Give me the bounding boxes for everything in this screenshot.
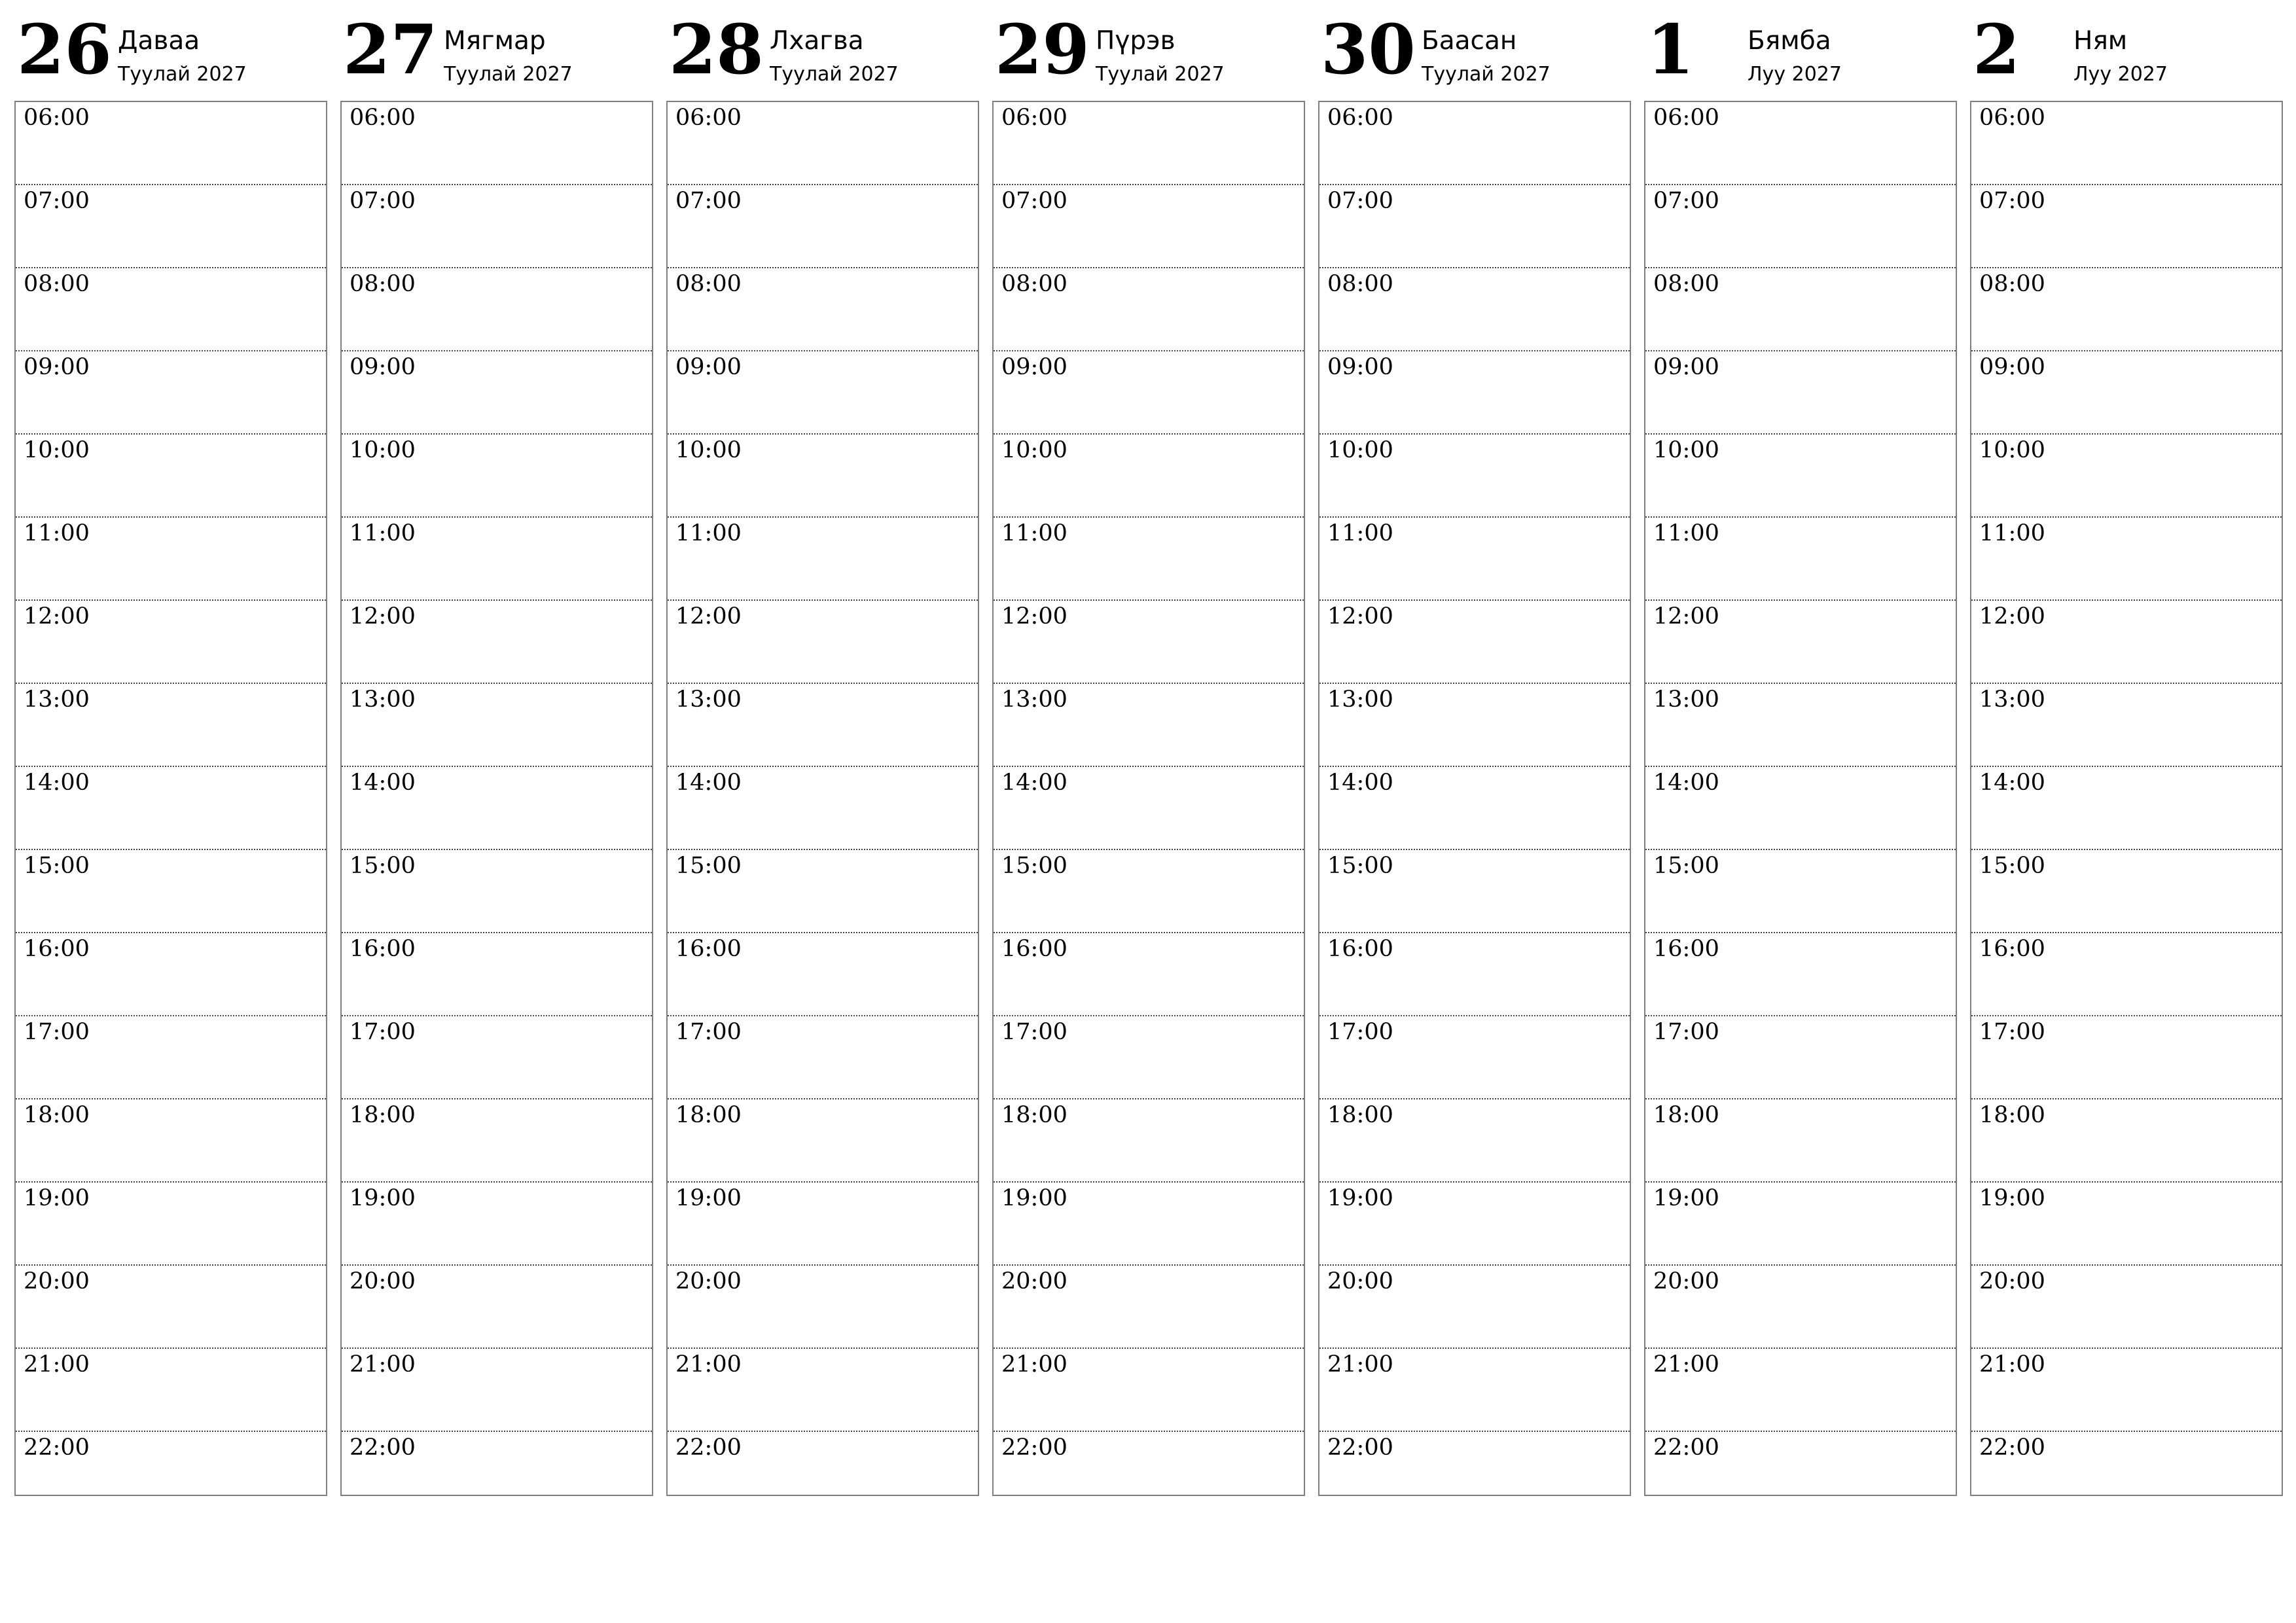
time-label: 14:00 — [24, 770, 90, 796]
time-slot[interactable] — [1971, 102, 2282, 185]
time-label: 19:00 — [1001, 1185, 1067, 1211]
time-slot[interactable] — [668, 850, 978, 933]
time-label: 18:00 — [1327, 1102, 1393, 1128]
time-slot[interactable] — [1319, 102, 1630, 185]
time-slot[interactable] — [994, 351, 1304, 435]
time-slot[interactable] — [1645, 351, 1956, 435]
time-label: 19:00 — [1979, 1185, 2045, 1211]
time-label: 09:00 — [675, 354, 742, 380]
time-slot[interactable] — [342, 351, 652, 435]
time-slot[interactable] — [668, 933, 978, 1016]
time-slot[interactable] — [994, 1266, 1304, 1349]
time-slot[interactable] — [16, 767, 326, 850]
time-slot[interactable] — [1971, 933, 2282, 1016]
time-label: 11:00 — [1979, 520, 2045, 546]
time-slot[interactable] — [994, 1183, 1304, 1266]
time-slot[interactable] — [1319, 1266, 1630, 1349]
time-label: 19:00 — [1653, 1185, 1719, 1211]
time-slot[interactable] — [994, 185, 1304, 268]
time-slot[interactable] — [16, 1183, 326, 1266]
time-label: 12:00 — [1001, 603, 1067, 630]
day-column — [1318, 0, 1631, 1461]
time-slot[interactable] — [1971, 1266, 2282, 1349]
time-label: 08:00 — [1001, 271, 1067, 297]
time-label: 08:00 — [1653, 271, 1719, 297]
time-slot[interactable] — [1645, 268, 1956, 351]
time-label: 08:00 — [1327, 271, 1393, 297]
time-label: 14:00 — [675, 770, 742, 796]
time-slot[interactable] — [1971, 767, 2282, 850]
time-label: 09:00 — [1327, 354, 1393, 380]
time-slot[interactable] — [994, 1432, 1304, 1516]
day-month-year: Туулай 2027 — [770, 63, 899, 86]
time-slot[interactable] — [1645, 767, 1956, 850]
day-number: 29 — [995, 9, 1090, 90]
time-label: 18:00 — [675, 1102, 742, 1128]
time-slot[interactable] — [668, 102, 978, 185]
time-slot[interactable] — [668, 351, 978, 435]
time-label: 14:00 — [1979, 770, 2045, 796]
time-label: 10:00 — [675, 437, 742, 463]
time-slot[interactable] — [342, 933, 652, 1016]
time-label: 10:00 — [1653, 437, 1719, 463]
time-label: 07:00 — [24, 188, 90, 214]
time-label: 11:00 — [350, 520, 416, 546]
time-slot[interactable] — [668, 1266, 978, 1349]
time-slot[interactable] — [1645, 601, 1956, 684]
time-slot[interactable] — [16, 351, 326, 435]
day-name: Пүрэв — [1096, 26, 1175, 56]
time-slot[interactable] — [668, 185, 978, 268]
time-label: 08:00 — [1979, 271, 2045, 297]
time-label: 19:00 — [24, 1185, 90, 1211]
time-label: 22:00 — [1001, 1435, 1067, 1461]
time-slot[interactable] — [668, 1016, 978, 1099]
time-slot[interactable] — [16, 268, 326, 351]
time-slot-box — [1970, 101, 2283, 1496]
time-slot[interactable] — [1645, 1432, 1956, 1516]
time-slot-box — [992, 101, 1305, 1496]
time-slot[interactable] — [668, 1349, 978, 1432]
time-label: 13:00 — [350, 687, 416, 713]
time-slot[interactable] — [1319, 933, 1630, 1016]
time-label: 18:00 — [350, 1102, 416, 1128]
day-name: Ням — [2073, 26, 2128, 56]
day-number: 26 — [17, 9, 112, 90]
day-column — [340, 0, 653, 1461]
time-label: 15:00 — [1327, 853, 1393, 879]
time-slot[interactable] — [1319, 684, 1630, 767]
time-label: 21:00 — [1979, 1351, 2045, 1378]
time-label: 12:00 — [350, 603, 416, 630]
day-column — [1644, 0, 1957, 1461]
time-label: 10:00 — [1001, 437, 1067, 463]
time-label: 07:00 — [1979, 188, 2045, 214]
time-label: 17:00 — [1653, 1019, 1719, 1045]
time-label: 18:00 — [1979, 1102, 2045, 1128]
time-slot-box — [340, 101, 653, 1496]
time-label: 21:00 — [1327, 1351, 1393, 1378]
time-label: 20:00 — [1653, 1268, 1719, 1294]
time-label: 12:00 — [1979, 603, 2045, 630]
time-slot-box — [1318, 101, 1631, 1496]
time-slot[interactable] — [1971, 684, 2282, 767]
day-month-year: Туулай 2027 — [1422, 63, 1551, 86]
time-label: 08:00 — [350, 271, 416, 297]
time-slot[interactable] — [994, 1349, 1304, 1432]
day-month-year: Туулай 2027 — [1096, 63, 1225, 86]
time-label: 12:00 — [1327, 603, 1393, 630]
day-header — [1644, 0, 1957, 101]
time-label: 14:00 — [350, 770, 416, 796]
time-label: 17:00 — [1001, 1019, 1067, 1045]
time-label: 13:00 — [24, 687, 90, 713]
time-label: 06:00 — [1001, 105, 1067, 131]
time-label: 06:00 — [1653, 105, 1719, 131]
time-slot[interactable] — [1319, 185, 1630, 268]
time-label: 08:00 — [24, 271, 90, 297]
day-month-year: Туулай 2027 — [444, 63, 573, 86]
time-slot[interactable] — [1319, 1349, 1630, 1432]
time-slot[interactable] — [1645, 435, 1956, 518]
time-slot[interactable] — [668, 435, 978, 518]
time-slot[interactable] — [1645, 933, 1956, 1016]
time-label: 17:00 — [1327, 1019, 1393, 1045]
time-label: 16:00 — [675, 936, 742, 962]
day-header — [1318, 0, 1631, 101]
time-slot[interactable] — [1971, 1016, 2282, 1099]
time-slot[interactable] — [342, 1266, 652, 1349]
time-label: 10:00 — [350, 437, 416, 463]
time-label: 20:00 — [1001, 1268, 1067, 1294]
time-slot[interactable] — [16, 1266, 326, 1349]
day-header — [14, 0, 327, 101]
time-slot[interactable] — [1319, 601, 1630, 684]
time-label: 18:00 — [1653, 1102, 1719, 1128]
time-label: 15:00 — [24, 853, 90, 879]
time-slot[interactable] — [16, 1349, 326, 1432]
time-slot[interactable] — [994, 518, 1304, 601]
time-slot[interactable] — [1645, 1349, 1956, 1432]
time-slot[interactable] — [994, 1099, 1304, 1183]
time-slot[interactable] — [16, 518, 326, 601]
time-label: 20:00 — [1327, 1268, 1393, 1294]
day-name: Лхагва — [770, 26, 864, 56]
time-label: 21:00 — [1653, 1351, 1719, 1378]
time-slot[interactable] — [342, 1432, 652, 1516]
time-slot[interactable] — [1971, 850, 2282, 933]
time-slot[interactable] — [1645, 684, 1956, 767]
time-slot[interactable] — [1319, 767, 1630, 850]
time-slot[interactable] — [1319, 1432, 1630, 1516]
time-label: 13:00 — [1979, 687, 2045, 713]
time-slot[interactable] — [1319, 351, 1630, 435]
time-label: 07:00 — [1653, 188, 1719, 214]
time-slot[interactable] — [1971, 268, 2282, 351]
time-label: 06:00 — [1979, 105, 2045, 131]
time-label: 14:00 — [1653, 770, 1719, 796]
time-slot[interactable] — [1319, 1099, 1630, 1183]
time-label: 17:00 — [24, 1019, 90, 1045]
time-label: 07:00 — [1327, 188, 1393, 214]
time-label: 19:00 — [350, 1185, 416, 1211]
time-label: 06:00 — [1327, 105, 1393, 131]
day-number: 30 — [1321, 9, 1416, 90]
time-slot[interactable] — [342, 601, 652, 684]
time-label: 07:00 — [1001, 188, 1067, 214]
time-slot[interactable] — [1645, 1016, 1956, 1099]
time-label: 11:00 — [1001, 520, 1067, 546]
time-label: 21:00 — [350, 1351, 416, 1378]
time-label: 09:00 — [1979, 354, 2045, 380]
time-label: 15:00 — [1653, 853, 1719, 879]
day-name: Бямба — [1748, 26, 1831, 56]
time-slot[interactable] — [1971, 185, 2282, 268]
time-label: 06:00 — [350, 105, 416, 131]
time-slot[interactable] — [1319, 268, 1630, 351]
day-number: 27 — [343, 9, 438, 90]
time-slot[interactable] — [342, 684, 652, 767]
time-label: 21:00 — [675, 1351, 742, 1378]
time-label: 16:00 — [24, 936, 90, 962]
time-slot[interactable] — [1645, 850, 1956, 933]
time-slot[interactable] — [342, 850, 652, 933]
day-number: 1 — [1647, 9, 1695, 90]
time-slot[interactable] — [16, 933, 326, 1016]
time-slot[interactable] — [994, 684, 1304, 767]
time-label: 17:00 — [1979, 1019, 2045, 1045]
time-slot[interactable] — [1645, 1266, 1956, 1349]
time-label: 12:00 — [675, 603, 742, 630]
day-header — [340, 0, 653, 101]
time-label: 13:00 — [1327, 687, 1393, 713]
time-slot[interactable] — [1319, 518, 1630, 601]
time-label: 21:00 — [24, 1351, 90, 1378]
time-slot[interactable] — [342, 1016, 652, 1099]
time-label: 06:00 — [24, 105, 90, 131]
time-slot[interactable] — [1971, 435, 2282, 518]
time-label: 16:00 — [350, 936, 416, 962]
day-header — [992, 0, 1305, 101]
time-label: 13:00 — [675, 687, 742, 713]
time-slot-box — [14, 101, 327, 1496]
time-label: 19:00 — [675, 1185, 742, 1211]
time-slot[interactable] — [1645, 1099, 1956, 1183]
time-slot[interactable] — [16, 1016, 326, 1099]
time-slot[interactable] — [1319, 1183, 1630, 1266]
day-name: Баасан — [1422, 26, 1517, 56]
time-label: 20:00 — [675, 1268, 742, 1294]
time-label: 10:00 — [1327, 437, 1393, 463]
time-slot[interactable] — [994, 601, 1304, 684]
time-label: 20:00 — [1979, 1268, 2045, 1294]
time-label: 12:00 — [24, 603, 90, 630]
time-slot[interactable] — [1319, 1016, 1630, 1099]
time-label: 22:00 — [1979, 1435, 2045, 1461]
day-header — [666, 0, 979, 101]
time-label: 10:00 — [1979, 437, 2045, 463]
time-label: 16:00 — [1001, 936, 1067, 962]
time-slot[interactable] — [994, 435, 1304, 518]
day-number: 28 — [669, 9, 764, 90]
time-slot[interactable] — [16, 1099, 326, 1183]
time-label: 18:00 — [1001, 1102, 1067, 1128]
time-slot[interactable] — [16, 1432, 326, 1516]
day-column — [992, 0, 1305, 1461]
time-slot-box — [666, 101, 979, 1496]
day-number: 2 — [1973, 9, 2020, 90]
time-slot[interactable] — [342, 185, 652, 268]
time-slot[interactable] — [16, 185, 326, 268]
time-label: 15:00 — [1001, 853, 1067, 879]
time-label: 12:00 — [1653, 603, 1719, 630]
time-slot[interactable] — [1971, 351, 2282, 435]
time-slot[interactable] — [1319, 850, 1630, 933]
time-slot[interactable] — [1971, 1349, 2282, 1432]
day-month-year: Туулай 2027 — [118, 63, 247, 86]
time-slot[interactable] — [1971, 1432, 2282, 1516]
time-label: 10:00 — [24, 437, 90, 463]
time-slot[interactable] — [994, 767, 1304, 850]
time-label: 09:00 — [1653, 354, 1719, 380]
time-label: 08:00 — [675, 271, 742, 297]
time-slot[interactable] — [668, 601, 978, 684]
time-label: 17:00 — [675, 1019, 742, 1045]
day-column — [1970, 0, 2283, 1461]
time-slot[interactable] — [668, 268, 978, 351]
time-label: 20:00 — [24, 1268, 90, 1294]
time-label: 11:00 — [1653, 520, 1719, 546]
time-slot[interactable] — [342, 767, 652, 850]
time-slot[interactable] — [1971, 1099, 2282, 1183]
time-slot[interactable] — [668, 684, 978, 767]
time-slot[interactable] — [342, 435, 652, 518]
time-label: 11:00 — [1327, 520, 1393, 546]
time-label: 21:00 — [1001, 1351, 1067, 1378]
time-label: 15:00 — [350, 853, 416, 879]
time-label: 07:00 — [350, 188, 416, 214]
day-month-year: Луу 2027 — [1748, 63, 1842, 86]
time-slot[interactable] — [342, 1349, 652, 1432]
day-column — [666, 0, 979, 1461]
time-slot[interactable] — [342, 518, 652, 601]
time-slot[interactable] — [342, 1183, 652, 1266]
time-label: 13:00 — [1001, 687, 1067, 713]
time-slot[interactable] — [668, 518, 978, 601]
time-label: 15:00 — [1979, 853, 2045, 879]
time-label: 09:00 — [1001, 354, 1067, 380]
time-label: 22:00 — [350, 1435, 416, 1461]
time-slot[interactable] — [16, 102, 326, 185]
time-slot[interactable] — [668, 767, 978, 850]
time-slot[interactable] — [342, 268, 652, 351]
time-label: 22:00 — [675, 1435, 742, 1461]
time-slot[interactable] — [1971, 1183, 2282, 1266]
time-slot[interactable] — [16, 601, 326, 684]
day-column — [14, 0, 327, 1461]
time-slot[interactable] — [16, 850, 326, 933]
time-slot[interactable] — [1645, 185, 1956, 268]
time-slot[interactable] — [1971, 601, 2282, 684]
time-slot[interactable] — [1645, 1183, 1956, 1266]
time-slot[interactable] — [668, 1183, 978, 1266]
time-slot[interactable] — [668, 1099, 978, 1183]
time-label: 16:00 — [1327, 936, 1393, 962]
time-label: 09:00 — [350, 354, 416, 380]
time-label: 16:00 — [1979, 936, 2045, 962]
time-label: 11:00 — [675, 520, 742, 546]
time-slot[interactable] — [994, 1016, 1304, 1099]
time-label: 22:00 — [1327, 1435, 1393, 1461]
time-slot[interactable] — [1645, 102, 1956, 185]
time-slot[interactable] — [994, 102, 1304, 185]
time-slot[interactable] — [994, 268, 1304, 351]
time-label: 07:00 — [675, 188, 742, 214]
time-slot-box — [1644, 101, 1957, 1496]
time-label: 14:00 — [1001, 770, 1067, 796]
time-slot[interactable] — [994, 850, 1304, 933]
time-slot[interactable] — [16, 684, 326, 767]
time-slot[interactable] — [1645, 518, 1956, 601]
time-label: 15:00 — [675, 853, 742, 879]
time-label: 06:00 — [675, 105, 742, 131]
time-slot[interactable] — [342, 1099, 652, 1183]
time-label: 11:00 — [24, 520, 90, 546]
day-month-year: Луу 2027 — [2073, 63, 2168, 86]
time-label: 20:00 — [350, 1268, 416, 1294]
time-label: 18:00 — [24, 1102, 90, 1128]
time-label: 13:00 — [1653, 687, 1719, 713]
time-slot[interactable] — [342, 102, 652, 185]
time-label: 22:00 — [24, 1435, 90, 1461]
time-slot[interactable] — [1971, 518, 2282, 601]
time-slot[interactable] — [668, 1432, 978, 1516]
time-slot[interactable] — [16, 435, 326, 518]
day-header — [1970, 0, 2283, 101]
time-label: 16:00 — [1653, 936, 1719, 962]
time-slot[interactable] — [1319, 435, 1630, 518]
day-name: Даваа — [118, 26, 200, 56]
time-label: 22:00 — [1653, 1435, 1719, 1461]
time-label: 14:00 — [1327, 770, 1393, 796]
time-label: 19:00 — [1327, 1185, 1393, 1211]
time-label: 09:00 — [24, 354, 90, 380]
time-label: 17:00 — [350, 1019, 416, 1045]
time-slot[interactable] — [994, 933, 1304, 1016]
day-name: Мягмар — [444, 26, 546, 56]
